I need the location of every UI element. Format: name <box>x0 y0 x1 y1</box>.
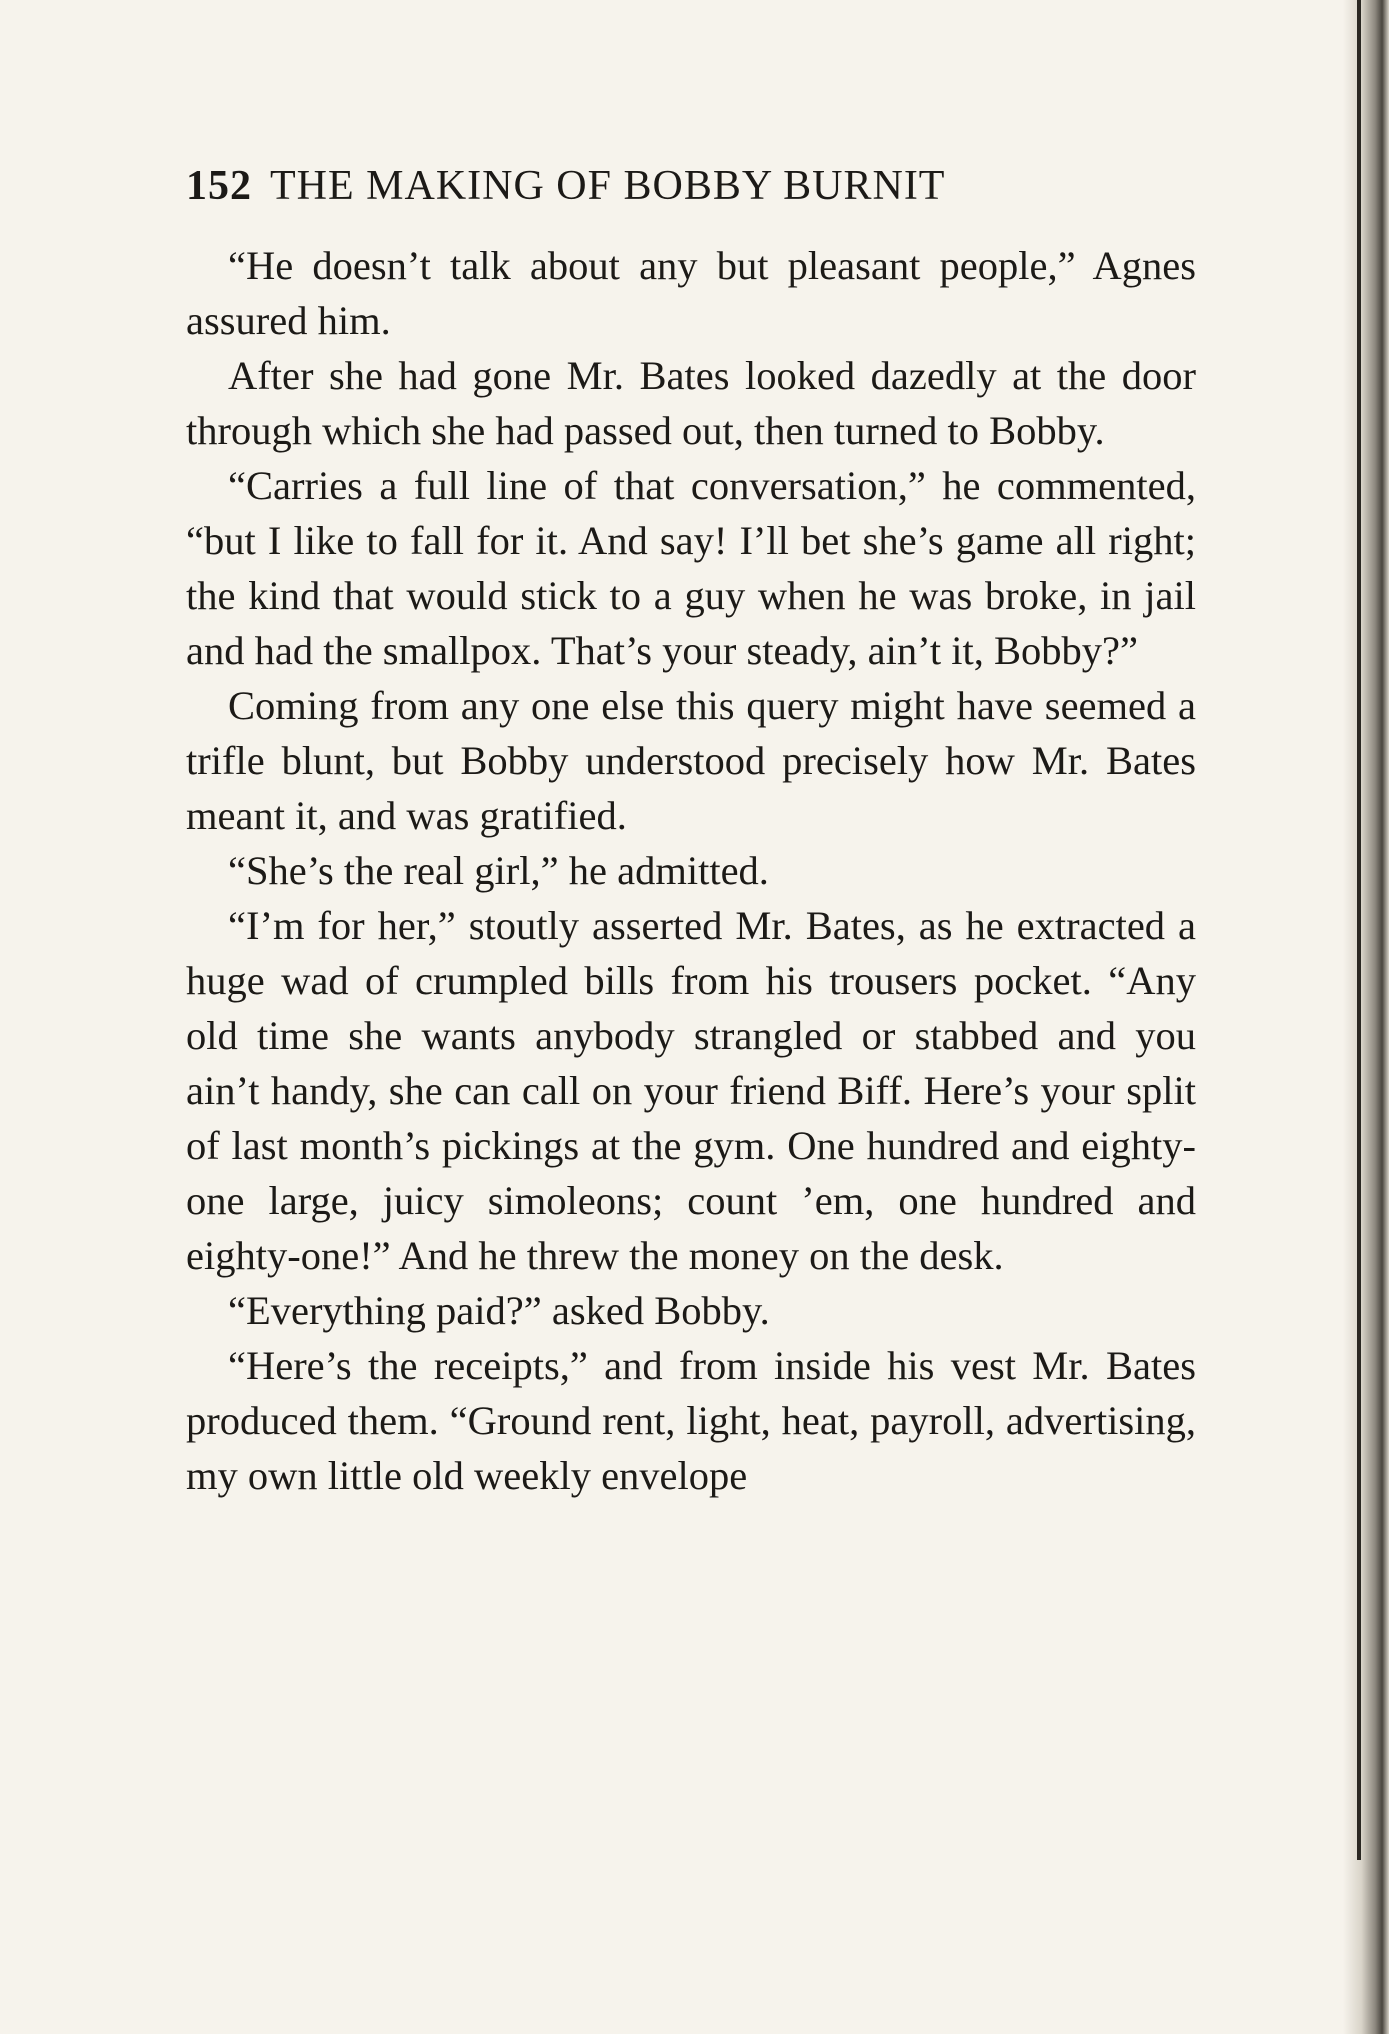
paragraph-3: “Carries a full line of that conversation,” he commented, “but I like to fall for it. And say! I’ll bet she’s game all right; the kind that would stick to a guy when he was broke, in jail and had the smallpox. That’s your steady, ain’t it, Bobby?” <box>186 463 1196 673</box>
binding-line <box>1357 0 1361 1860</box>
paragraph-8: “Here’s the receipts,” and from inside his vest Mr. Bates produced them. “Ground rent, light, heat, payroll, advertising, my own little old weekly envelope <box>186 1343 1196 1498</box>
paragraph-5: “She’s the real girl,” he admitted. <box>228 848 769 893</box>
paragraph-4: Coming from any one else this query might have seemed a trifle blunt, but Bobby understood precisely how Mr. Bates meant it, and was gratified. <box>186 683 1196 838</box>
running-header <box>186 160 1196 212</box>
running-title: THE MAKING OF BOBBY BURNIT <box>270 163 946 209</box>
page-binding-edge <box>1343 0 1389 2034</box>
page-number: 152 <box>186 163 252 209</box>
paragraph-7: “Everything paid?” asked Bobby. <box>228 1288 770 1333</box>
paragraph-1: “He doesn’t talk about any but pleasant people,” Agnes assured him. <box>186 243 1196 343</box>
paragraph-2: After she had gone Mr. Bates looked dazedly at the door through which she had passed out, then turned to Bobby. <box>186 353 1196 453</box>
paragraph-6: “I’m for her,” stoutly asserted Mr. Bates, as he extracted a huge wad of crumpled bills from his trousers pocket. “Any old time she wants anybody strangled or stabbed and you ain’t handy, she can call on your friend Biff. Here’s your split of last month’s pickings at the gym. One hundred and eighty-one large, juicy simoleons; count ’em, one hundred and eighty-one!” And he threw the money on the desk. <box>186 903 1196 1278</box>
book-page <box>186 160 1196 1503</box>
